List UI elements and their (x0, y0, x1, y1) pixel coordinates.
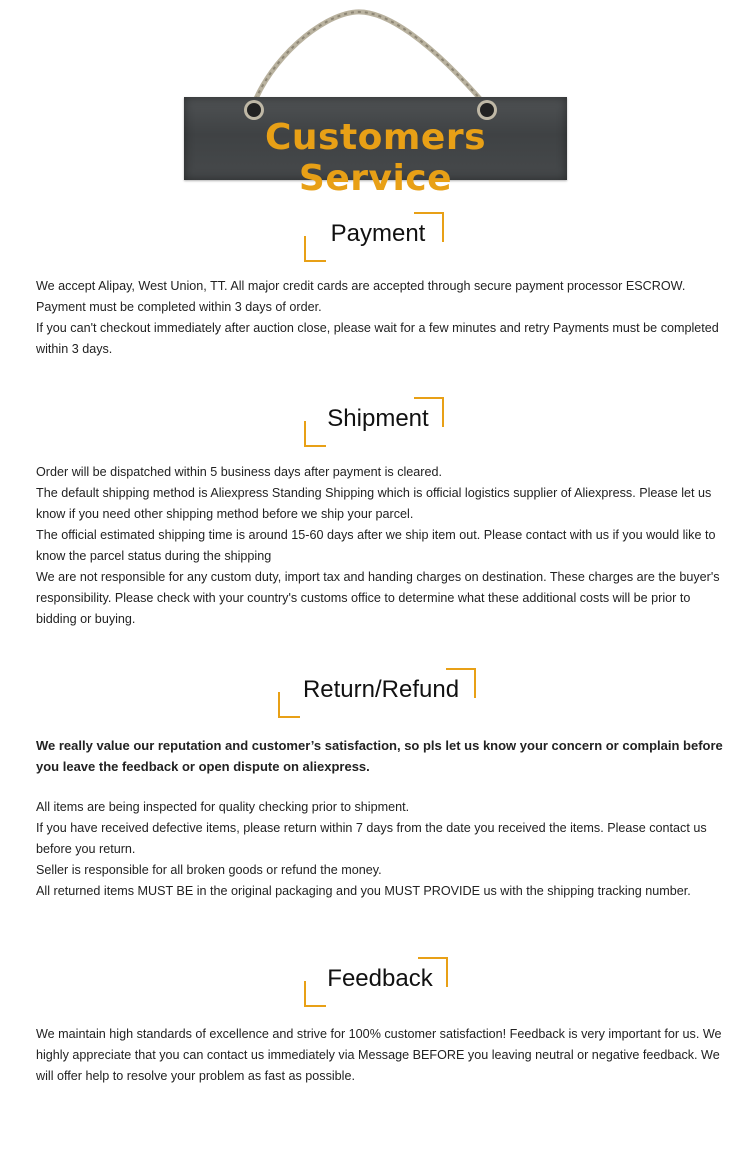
paragraph: All returned items MUST BE in the original packaging and you MUST PROVIDE us with the shipping tracking number. (36, 884, 691, 898)
paragraph: We really value our reputation and customer’s satisfaction, so pls let us know your concern or complain before you leave the feedback or open dispute on aliexpress. (36, 738, 723, 774)
refund-heading: Return/Refund (302, 676, 460, 703)
refund-text (36, 797, 726, 902)
sign-hole (480, 103, 494, 117)
section-heading-refund (278, 668, 476, 718)
section-heading-feedback (304, 957, 448, 1007)
paragraph: We are not responsible for any custom duty, import tax and handing charges on destination. These charges are the buyer's responsibility. Please check with your country's customs office to determine what these additional costs will be prior to bidding or buying. (36, 570, 720, 626)
paragraph: We maintain high standards of excellence and strive for 100% customer satisfaction! Feedback is very important for us. We highly appreciate that you can contact us immediately via Message BEFORE you leaving neutral or negative feedback. We will offer help to resolve your problem as fast as possible. (36, 1027, 722, 1083)
refund-intro (36, 735, 726, 777)
paragraph: All items are being inspected for quality checking prior to shipment. (36, 800, 410, 814)
payment-text (36, 276, 726, 360)
section-heading-payment (304, 212, 444, 262)
feedback-heading: Feedback (327, 965, 433, 992)
section-heading-shipment (304, 397, 444, 447)
page-title: Customers Service (264, 117, 487, 199)
paragraph: Order will be dispatched within 5 business days after payment is cleared. (36, 465, 443, 479)
paragraph: The default shipping method is Aliexpress Standing Shipping which is official logistics supplier of Aliexpress. Please let us know if you need other shipping method before we ship your parcel. (36, 486, 712, 521)
banner (0, 0, 750, 200)
payment-heading: Payment (330, 220, 426, 247)
paragraph: If you can't checkout immediately after auction close, please wait for a few minutes and retry Payments must be completed within 3 days. (36, 321, 719, 356)
paragraph: If you have received defective items, please return within 7 days from the date you received the items. Please contact us before you return. (36, 821, 707, 856)
paragraph: The official estimated shipping time is around 15-60 days after we ship item out. Please contact with us if you would like to know the parcel status during the shipping (36, 528, 716, 563)
sign-board (184, 97, 567, 199)
feedback-text (36, 1024, 726, 1087)
shipment-heading: Shipment (327, 405, 429, 432)
sign-hole (247, 103, 261, 117)
paragraph: Seller is responsible for all broken goods or refund the money. (36, 863, 382, 877)
shipment-text (36, 462, 726, 630)
paragraph: We accept Alipay, West Union, TT. All major credit cards are accepted through secure payment processor ESCROW. Payment must be completed within 3 days of order. (36, 279, 686, 314)
